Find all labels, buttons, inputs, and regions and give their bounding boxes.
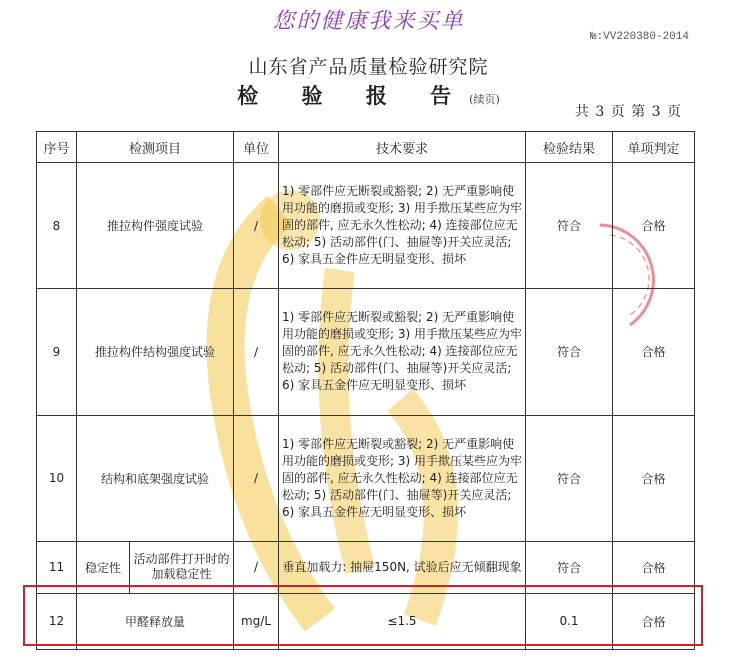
formaldehyde-highlight-box bbox=[23, 585, 703, 646]
row-item-sub: 活动部件打开时的加载稳定性 bbox=[133, 552, 230, 582]
report-number: №:VV220380-2014 bbox=[589, 31, 689, 43]
row-requirement: ≤1.5 bbox=[279, 593, 526, 649]
row-seq: 12 bbox=[37, 593, 77, 649]
row-item: 推拉构件结构强度试验 bbox=[77, 289, 234, 415]
report-title: 检 验 报 告 bbox=[237, 83, 470, 108]
col-verdict-header: 单项判定 bbox=[613, 132, 695, 163]
row-unit: mg/L bbox=[234, 593, 279, 649]
row-verdict: 合格 bbox=[613, 593, 695, 649]
page-indicator: 共 3 页 第 3 页 bbox=[574, 104, 682, 120]
row-result: 符合 bbox=[526, 541, 613, 593]
row-result: 符合 bbox=[526, 289, 613, 415]
continued-label: (续页) bbox=[469, 93, 500, 106]
table-header-row bbox=[37, 132, 695, 163]
row-result: 符合 bbox=[526, 415, 613, 541]
row-verdict: 合格 bbox=[613, 289, 695, 415]
row-requirement: 1) 零部件应无断裂或豁裂; 2) 无严重影响使用功能的磨损或变形; 3) 用手揿压某些应为牢固的部件, 应无永久性松动; 4) 连接部位应无松动; 5) 活动部件(门、抽屉等)开关应灵活; 6) 家具五金件应无明显变形、损坏 bbox=[279, 163, 526, 289]
row-result: 符合 bbox=[526, 163, 613, 289]
table-row bbox=[37, 289, 695, 415]
row-result: 0.1 bbox=[526, 593, 613, 649]
row-item: 甲醛释放量 bbox=[77, 593, 234, 649]
col-requirement-header: 技术要求 bbox=[279, 132, 526, 163]
banner-slogan: 您的健康我来买单 bbox=[272, 9, 465, 34]
row-seq: 11 bbox=[37, 541, 77, 593]
row-item-group: 稳定性 bbox=[77, 542, 130, 593]
col-seq-header: 序号 bbox=[37, 132, 77, 163]
row-requirement: 1) 零部件应无断裂或豁裂; 2) 无严重影响使用功能的磨损或变形; 3) 用手揿压某些应为牢固的部件, 应无永久性松动; 4) 连接部位应无松动; 5) 活动部件(门、抽屉等)开关应灵活; 6) 家具五金件应无明显变形、损坏 bbox=[279, 415, 526, 541]
row-verdict: 合格 bbox=[613, 163, 695, 289]
row-item: 推拉构件强度试验 bbox=[77, 163, 234, 289]
row-verdict: 合格 bbox=[613, 541, 695, 593]
col-result-header: 检验结果 bbox=[526, 132, 613, 163]
row-item: 结构和底架强度试验 bbox=[77, 415, 234, 541]
row-seq: 9 bbox=[37, 289, 77, 415]
table-row bbox=[37, 415, 695, 541]
row-seq: 10 bbox=[37, 415, 77, 541]
col-item-header: 检测项目 bbox=[77, 132, 234, 163]
row-unit: / bbox=[234, 163, 279, 289]
row-unit: / bbox=[234, 289, 279, 415]
institute-name: 山东省产品质量检验研究院 bbox=[248, 56, 489, 78]
inspection-table bbox=[36, 131, 695, 650]
row-seq: 8 bbox=[37, 163, 77, 289]
row-requirement: 1) 零部件应无断裂或豁裂; 2) 无严重影响使用功能的磨损或变形; 3) 用手揿压某些应为牢固的部件, 应无永久性松动; 4) 连接部位应无松动; 5) 活动部件(门、抽屉等)开关应灵活; 6) 家具五金件应无明显变形、损坏 bbox=[279, 289, 526, 415]
col-unit-header: 单位 bbox=[234, 132, 279, 163]
row-verdict: 合格 bbox=[613, 415, 695, 541]
table-row bbox=[37, 163, 695, 289]
row-unit: / bbox=[234, 541, 279, 593]
row-requirement: 垂直加载力: 抽屉150N, 试验后应无倾翻现象 bbox=[279, 541, 526, 593]
row-unit: / bbox=[234, 415, 279, 541]
